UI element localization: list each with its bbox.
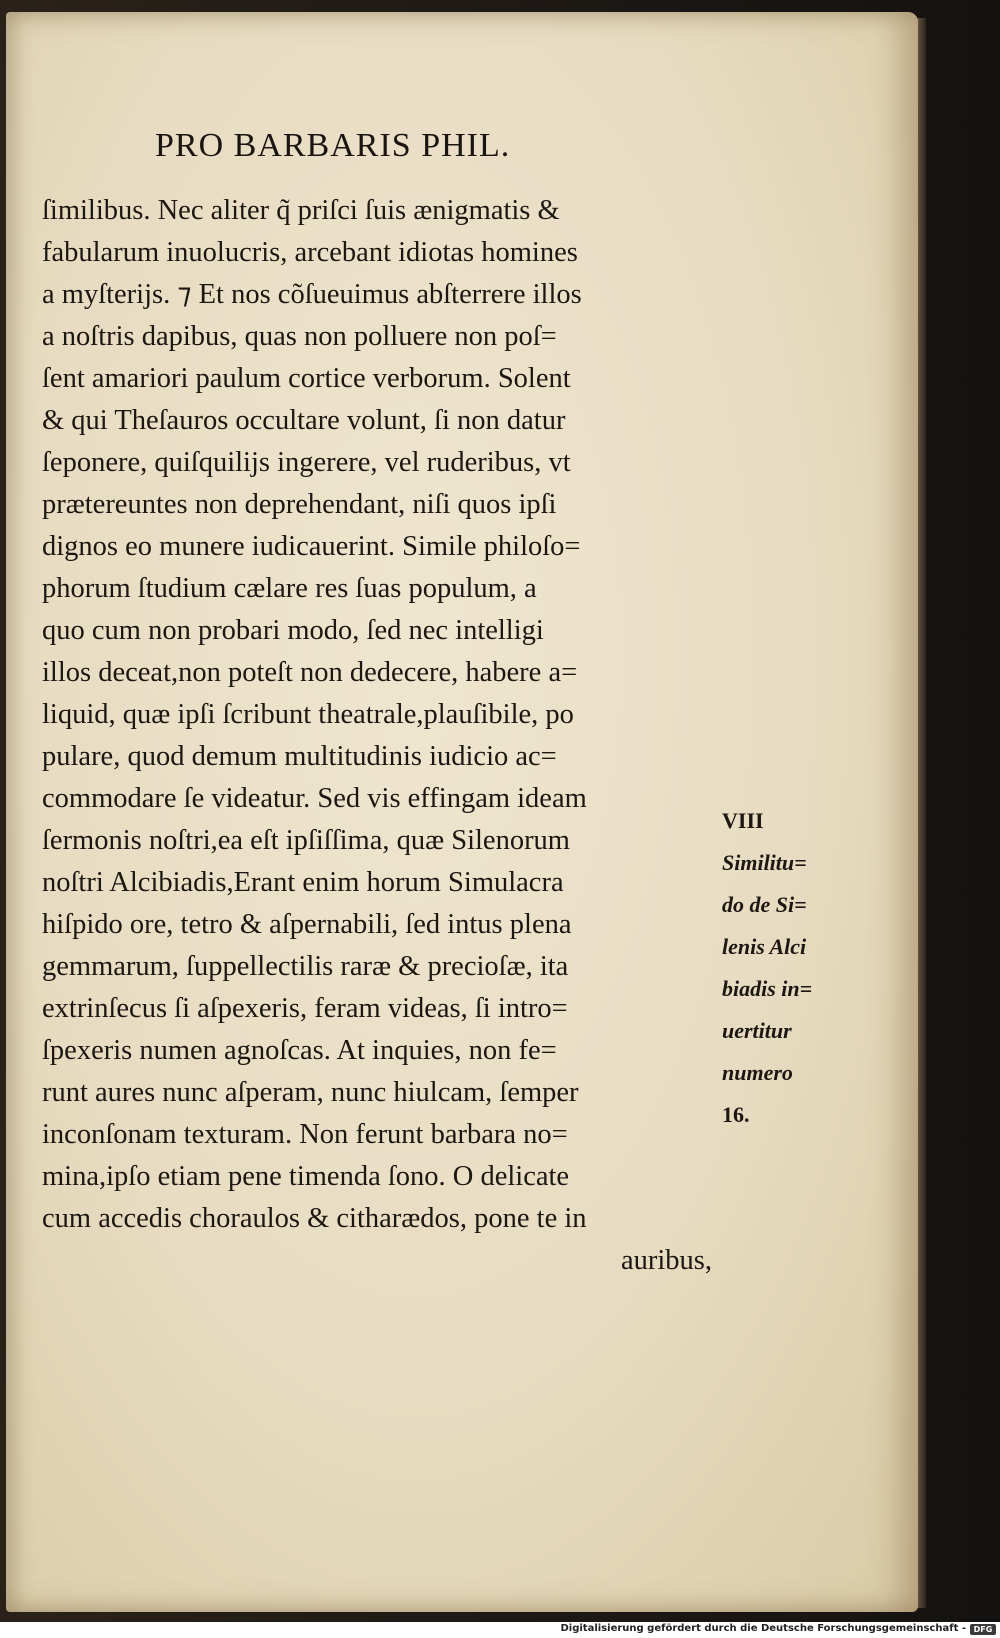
catchword: auribus, (620, 1245, 712, 1276)
margin-note-line: biadis in= (722, 976, 813, 1001)
text-line: commodare ſe videatur. Sed vis effingam ideam (42, 783, 587, 814)
marginal-note (722, 800, 852, 1136)
text-line: inconſonam texturam. Non ferunt barbara no= (42, 1119, 568, 1150)
margin-note-line: uertitur (722, 1018, 792, 1043)
margin-note-line: do de Si= (722, 892, 807, 917)
margin-note-line: VIII (722, 808, 764, 833)
text-line: gemmarum, ſuppellectilis raræ & precioſæ, ita (42, 951, 569, 982)
text-line: dignos eo munere iudicauerint. Simile philoſo= (42, 531, 581, 562)
text-line: a myſterijs. ⁊ Et nos cõſueuimus abſterrere illos (42, 279, 582, 310)
text-line: & qui Theſauros occultare volunt, ſi non datur (42, 405, 566, 436)
text-line: prætereuntes non deprehendant, niſi quos ipſi (42, 489, 557, 520)
text-line: mina,ipſo etiam pene timenda ſono. O delicate (42, 1161, 570, 1192)
body-text (42, 190, 722, 1282)
text-line: a noſtris dapibus, quas non polluere non poſ= (42, 321, 557, 352)
text-line: ſeponere, quiſquilijs ingerere, vel ruderibus, vt (42, 447, 571, 478)
text-line: noſtri Alcibiadis,Erant enim horum Simulacra (42, 867, 564, 898)
digitization-footer (0, 1622, 1000, 1638)
text-line: ſermonis noſtri,ea eſt ipſiſſima, quæ Silenorum (42, 825, 570, 856)
text-line: runt aures nunc aſperam, nunc hiulcam, ſemper (42, 1077, 579, 1108)
text-line: hiſpido ore, tetro & aſpernabili, ſed intus plena (42, 909, 572, 940)
text-line: liquid, quæ ipſi ſcribunt theatrale,plauſibile, po (42, 699, 574, 730)
running-head: PRO BARBARIS PHIL. (155, 127, 511, 164)
text-line: fabularum inuolucris, arcebant idiotas homines (42, 237, 578, 268)
margin-note-line: Similitu= (722, 850, 807, 875)
text-line: ſimilibus. Nec aliter q̃ priſci ſuis ænigmatis & (42, 195, 560, 226)
text-line: illos deceat,non poteſt non dedecere, habere a= (42, 657, 578, 688)
text-line: pulare, quod demum multitudinis iudicio ac= (42, 741, 557, 772)
text-line: cum accedis choraulos & citharædos, pone te in (42, 1203, 587, 1234)
text-line: phorum ſtudium cælare res ſuas populum, a (42, 573, 537, 604)
text-line: quo cum non probari modo, ſed nec intelligi (42, 615, 544, 646)
funding-credit: Digitalisierung gefördert durch die Deutsche Forschungsgemeinschaft - (560, 1623, 966, 1634)
margin-note-line: numero (722, 1060, 793, 1085)
margin-note-line: lenis Alci (722, 934, 807, 959)
text-line: ſpexeris numen agnoſcas. At inquies, non fe= (42, 1035, 557, 1066)
margin-note-line: 16. (722, 1102, 750, 1127)
dfg-logo-icon: DFG (970, 1624, 996, 1635)
text-line: extrinſecus ſi aſpexeris, feram videas, ſi intro= (42, 993, 568, 1024)
text-line: ſent amariori paulum cortice verborum. Solent (42, 363, 571, 394)
